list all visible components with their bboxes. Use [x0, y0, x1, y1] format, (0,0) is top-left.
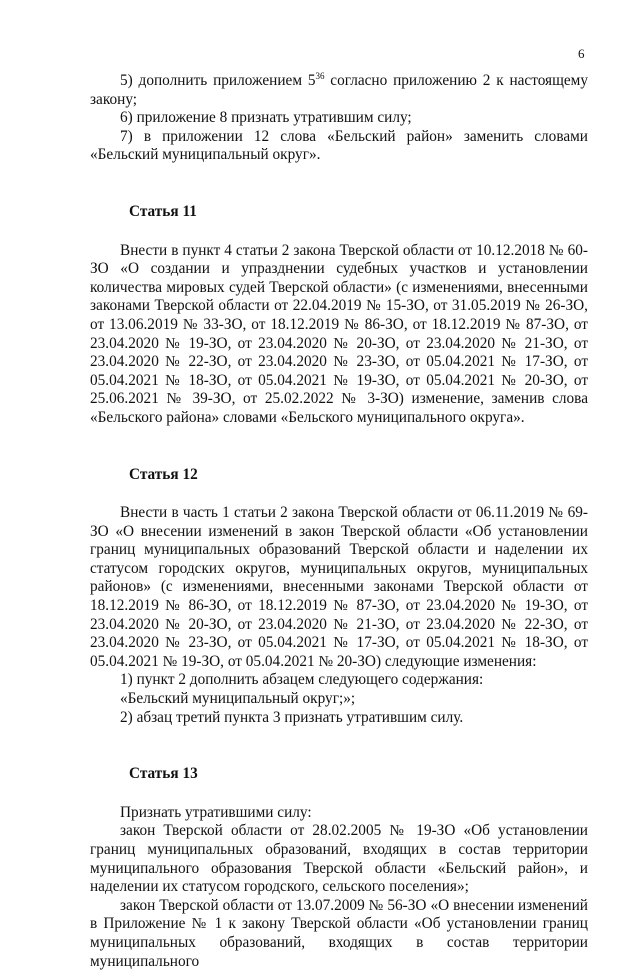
list-item-5-superscript: 36	[315, 71, 325, 81]
page-number: 6	[578, 46, 585, 61]
article-12-item-2: 2) абзац третий пункта 3 признать утратившим силу.	[120, 708, 464, 726]
article-13-intro: Признать утратившими силу:	[120, 803, 312, 821]
article-13-law-2: закон Тверской области от 13.07.2009 № 56-ЗО «О внесении изменений в Приложение № 1 к закону Тверской области «Об установлении границ муниципальных образований, входящих в состав территории муниципального	[90, 896, 588, 970]
list-item-5-text-after: согласно приложению 2 к настоящему закону;	[90, 72, 588, 108]
article-13-law-1: закон Тверской области от 28.02.2005 № 19-ЗО «Об установлении границ муниципальных образований, входящих в состав территории муниципального образования Тверской области «Бельский район», и наделении их статусом городского, сельского поселения»;	[90, 822, 588, 896]
article-11-text: Внести в пункт 4 статьи 2 закона Тверской области от 10.12.2018 № 60-ЗО «О создании и упразднении судебных участков и установлении количества мировых судей Тверской области» (с изменениями, внесенными законами Тверской области от 22.04.2019 № 15-ЗО, от 31.05.2019 № 26-ЗО, от 13.06.2019 № 33-ЗО, от 18.12.2019 № 86-ЗО, от 18.12.2019 № 87-ЗО, от 23.04.2020 № 19-ЗО, от 23.04.2020 № 20-ЗО, от 23.04.2020 № 21-ЗО, от 23.04.2020 № 22-ЗО, от 23.04.2020 № 23-ЗО, от 05.04.2021 № 17-ЗО, от 05.04.2021 № 18-ЗО, от 05.04.2021 № 19-ЗО, от 05.04.2021 № 20-ЗО, от 25.06.2021 № 39-ЗО, от 25.02.2022 № 3-ЗО) изменение, заменив слова «Бельского района» словами «Бельского муниципального округа».	[90, 241, 588, 426]
document-body	[90, 72, 588, 971]
list-item-5-text: 5) дополнить приложением 5	[120, 72, 316, 89]
article-13-heading: Статья 13	[129, 765, 198, 783]
article-11-heading: Статья 11	[129, 202, 197, 220]
article-12-text: Внести в часть 1 статьи 2 закона Тверской области от 06.11.2019 № 69-ЗО «О внесении изменений в закон Тверской области «Об установлении границ муниципальных образований Тверской области и наделении их статусом городских округов, муниципальных округов, муниципальных районов» (с изменениями, внесенными законами Тверской области от 18.12.2019 № 86-ЗО, от 18.12.2019 № 87-ЗО, от 23.04.2020 № 19-ЗО, от 23.04.2020 № 20-ЗО, от 23.04.2020 № 21-ЗО, от 23.04.2020 № 22-ЗО, от 23.04.2020 № 23-ЗО, от 05.04.2021 № 17-ЗО, от 05.04.2021 № 18-ЗО, от 05.04.2021 № 19-ЗО, от 05.04.2021 № 20-ЗО) следующие изменения:	[90, 504, 588, 670]
list-item-7: 7) в приложении 12 слова «Бельский район» заменить словами «Бельский муниципальный округ».	[90, 127, 588, 164]
article-12-heading: Статья 12	[129, 465, 198, 483]
list-item-6: 6) приложение 8 признать утратившим силу;	[120, 109, 412, 127]
article-12-item-1: 1) пункт 2 дополнить абзацем следующего содержания:	[120, 671, 484, 689]
article-12-quote: «Бельский муниципальный округ;»;	[120, 690, 356, 708]
list-item-5	[90, 72, 588, 109]
